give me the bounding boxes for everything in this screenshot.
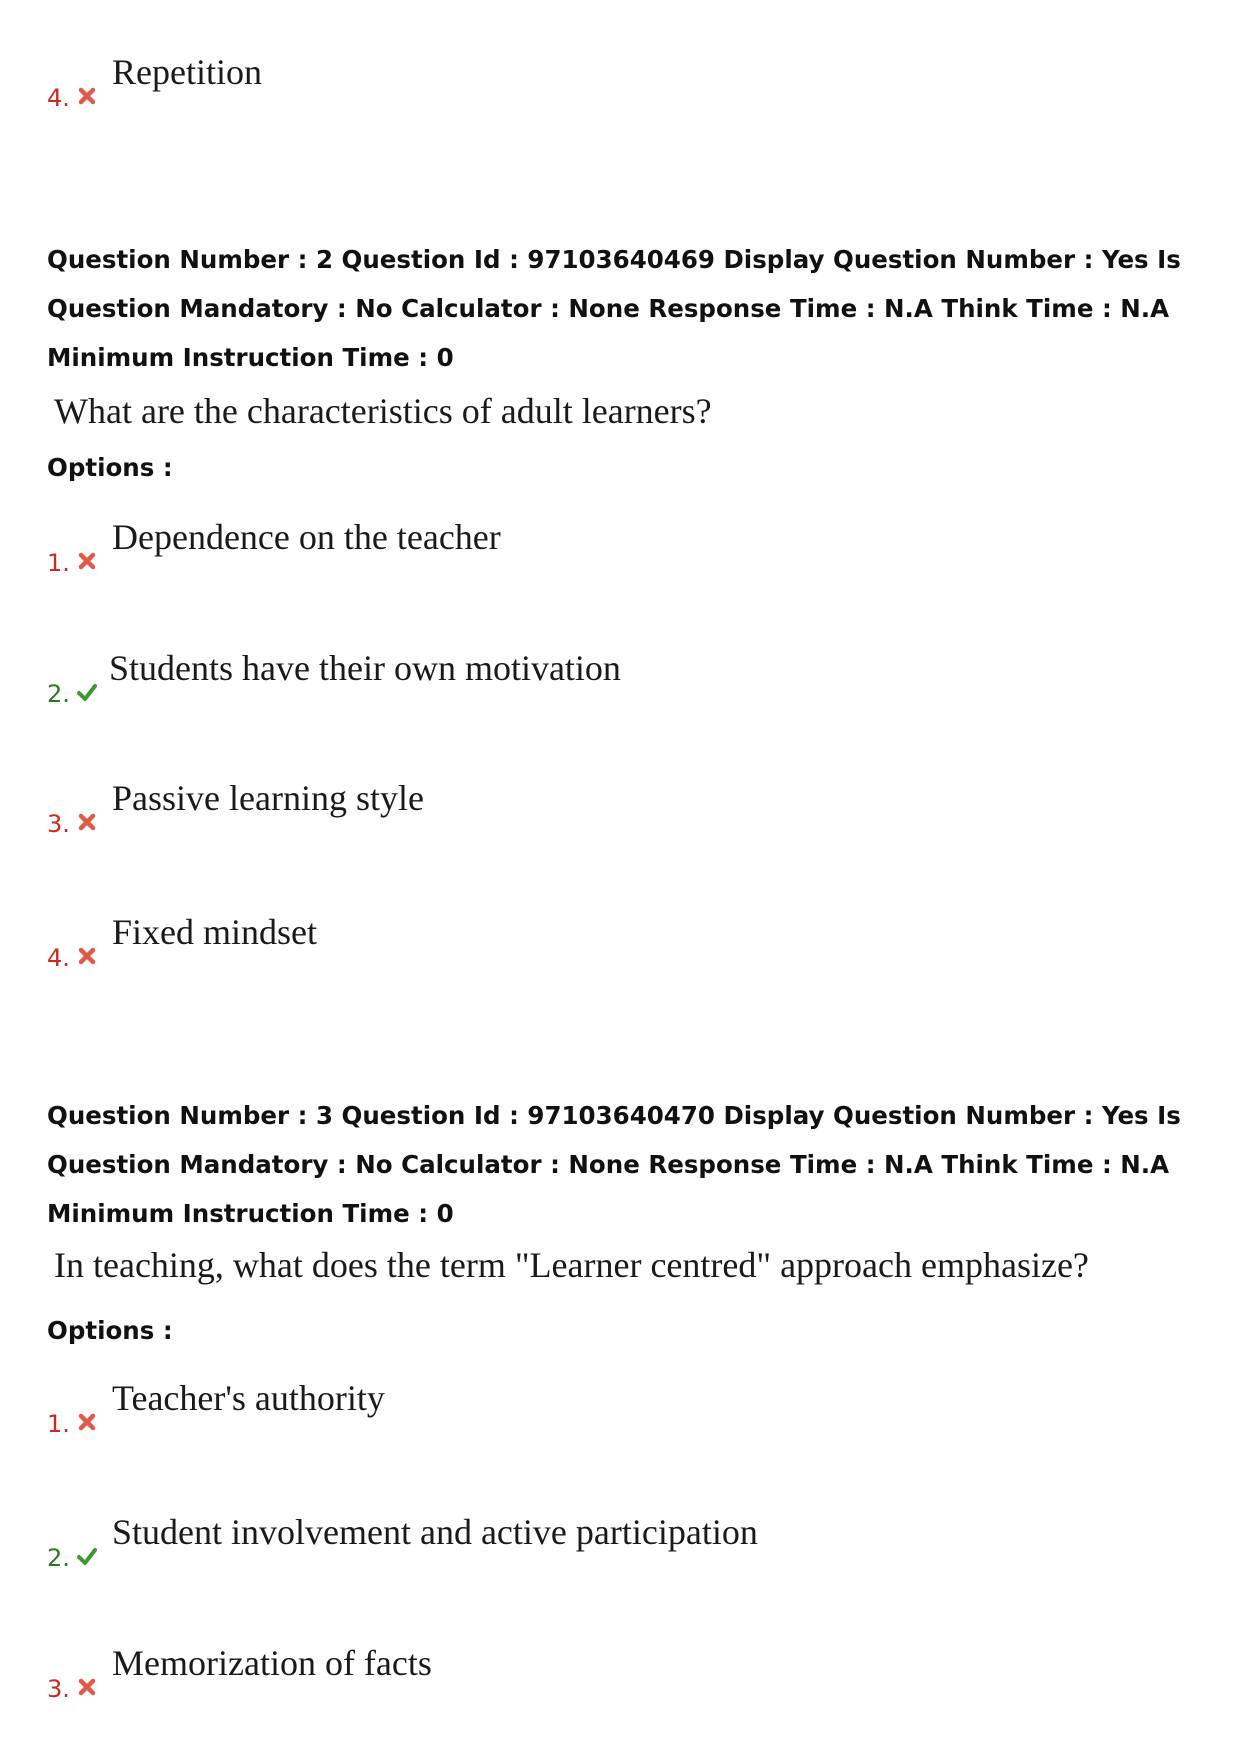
check-icon	[77, 1546, 97, 1566]
option-number: 2.	[47, 680, 70, 708]
options-label: Options :	[47, 453, 173, 482]
option-item	[47, 1378, 1147, 1438]
option-number: 1.	[47, 1410, 70, 1438]
option-text: Repetition	[112, 52, 262, 92]
cross-icon	[77, 1677, 97, 1697]
option-item	[47, 778, 1147, 838]
cross-icon	[77, 1412, 97, 1432]
option-item	[47, 648, 1147, 708]
option-number: 2.	[47, 1544, 70, 1572]
cross-icon	[77, 551, 97, 571]
question-meta: Question Number : 3 Question Id : 97103640470 Display Question Number : Yes Is Question Mandatory : No Calculator : None Response Time : N.A Think Time : N.A Minimum Instruction Time : 0	[47, 1101, 1181, 1228]
option-item	[47, 912, 1147, 972]
question-text: In teaching, what does the term "Learner centred" approach emphasize?	[54, 1245, 1089, 1285]
option-text: Students have their own motivation	[109, 648, 621, 688]
options-label: Options :	[47, 1316, 173, 1345]
option-number: 4.	[47, 944, 70, 972]
option-text: Passive learning style	[112, 778, 424, 818]
question-meta: Question Number : 2 Question Id : 97103640469 Display Question Number : Yes Is Question Mandatory : No Calculator : None Response Time : N.A Think Time : N.A Minimum Instruction Time : 0	[47, 245, 1181, 372]
cross-icon	[77, 86, 97, 106]
option-text: Fixed mindset	[112, 912, 317, 952]
option-text: Memorization of facts	[112, 1643, 432, 1683]
option-item	[47, 517, 1147, 577]
cross-icon	[77, 812, 97, 832]
option-number: 1.	[47, 549, 70, 577]
option-number: 3.	[47, 810, 70, 838]
option-number: 3.	[47, 1675, 70, 1703]
option-item	[47, 52, 1147, 112]
cross-icon	[77, 946, 97, 966]
check-icon	[77, 682, 97, 702]
option-text: Dependence on the teacher	[112, 517, 501, 557]
option-text: Teacher's authority	[112, 1378, 385, 1418]
question-text: What are the characteristics of adult learners?	[54, 391, 712, 431]
option-item	[47, 1512, 1147, 1572]
option-text: Student involvement and active participation	[112, 1512, 758, 1552]
option-number: 4.	[47, 84, 70, 112]
option-item	[47, 1643, 1147, 1703]
